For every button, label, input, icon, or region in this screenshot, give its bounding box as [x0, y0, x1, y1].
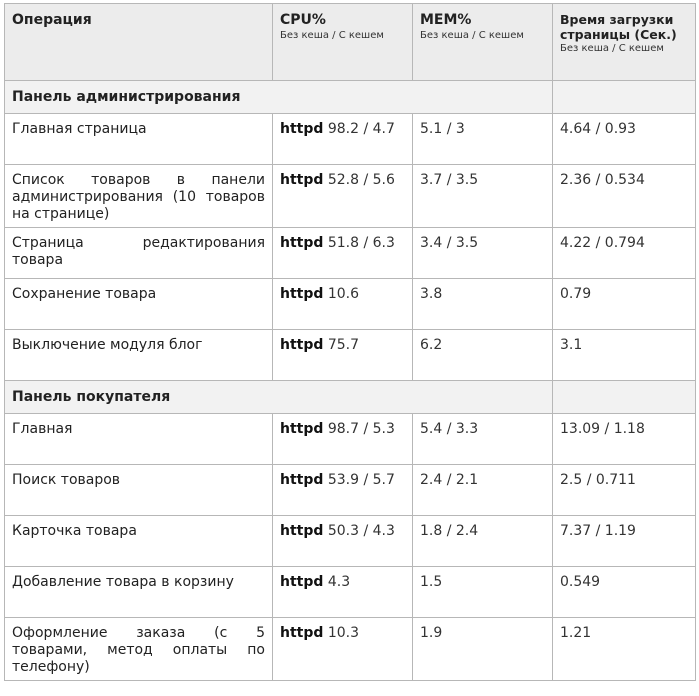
cpu-cell — [273, 114, 413, 165]
time-header-title: Время загрузки страницы (Сек.) — [560, 12, 677, 42]
cpu-value: 10.3 — [327, 625, 360, 641]
cpu-cell — [273, 567, 413, 618]
section-empty-cell — [553, 81, 696, 114]
cpu-cell — [273, 279, 413, 330]
section-row — [5, 381, 696, 414]
process-name: httpd — [280, 121, 324, 137]
time-cell: 13.09 / 1.18 — [553, 414, 696, 465]
cpu-header-title: CPU% — [280, 12, 326, 28]
operation-cell: Страница редактирования товара — [5, 228, 273, 279]
cpu-value: 4.3 — [327, 574, 351, 590]
mem-cell: 1.9 — [413, 618, 553, 681]
cpu-value: 51.8 / 6.3 — [327, 235, 395, 251]
process-name: httpd — [280, 421, 324, 437]
cpu-cell — [273, 465, 413, 516]
mem-header — [413, 4, 553, 81]
mem-cell: 2.4 / 2.1 — [413, 465, 553, 516]
time-header-sub: Без кеша / С кешем — [560, 43, 664, 54]
mem-header-title: MEM% — [420, 12, 472, 28]
mem-cell: 3.7 / 3.5 — [413, 165, 553, 228]
section-title: Панель администрирования — [5, 81, 553, 114]
table-row — [5, 228, 696, 279]
operation-cell: Главная страница — [5, 114, 273, 165]
time-cell: 3.1 — [553, 330, 696, 381]
section-row — [5, 81, 696, 114]
cpu-value: 75.7 — [327, 337, 360, 353]
section-title: Панель покупателя — [5, 381, 553, 414]
section-empty-cell — [553, 381, 696, 414]
time-cell: 2.5 / 0.711 — [553, 465, 696, 516]
table-row — [5, 567, 696, 618]
time-header — [553, 4, 696, 81]
time-cell: 4.22 / 0.794 — [553, 228, 696, 279]
table-row — [5, 618, 696, 681]
table-row — [5, 330, 696, 381]
table-row — [5, 414, 696, 465]
cpu-value: 10.6 — [327, 286, 360, 302]
table-row — [5, 465, 696, 516]
cpu-header-sub: Без кеша / С кешем — [280, 30, 384, 41]
operation-cell: Сохранение товара — [5, 279, 273, 330]
operation-cell: Карточка товара — [5, 516, 273, 567]
performance-table — [4, 3, 696, 681]
operation-header: Операция — [5, 4, 273, 81]
cpu-cell — [273, 330, 413, 381]
operation-cell: Оформление заказа (с 5 товарами, метод оплаты по телефону) — [5, 618, 273, 681]
operation-cell: Список товаров в панели администрирования (10 товаров на странице) — [5, 165, 273, 228]
process-name: httpd — [280, 286, 324, 302]
mem-cell: 6.2 — [413, 330, 553, 381]
process-name: httpd — [280, 235, 324, 251]
mem-cell: 1.5 — [413, 567, 553, 618]
cpu-value: 98.7 / 5.3 — [327, 421, 395, 437]
cpu-value: 53.9 / 5.7 — [327, 472, 395, 488]
mem-cell: 5.4 / 3.3 — [413, 414, 553, 465]
table-row — [5, 114, 696, 165]
cpu-cell — [273, 516, 413, 567]
cpu-value: 52.8 / 5.6 — [327, 172, 395, 188]
table-row — [5, 279, 696, 330]
table-row — [5, 516, 696, 567]
cpu-header — [273, 4, 413, 81]
mem-cell: 1.8 / 2.4 — [413, 516, 553, 567]
mem-header-sub: Без кеша / С кешем — [420, 30, 524, 41]
cpu-cell — [273, 228, 413, 279]
operation-cell: Добавление товара в корзину — [5, 567, 273, 618]
time-cell: 0.79 — [553, 279, 696, 330]
process-name: httpd — [280, 574, 324, 590]
cpu-value: 50.3 / 4.3 — [327, 523, 395, 539]
operation-cell: Поиск товаров — [5, 465, 273, 516]
cpu-cell — [273, 165, 413, 228]
time-cell: 2.36 / 0.534 — [553, 165, 696, 228]
time-cell: 1.21 — [553, 618, 696, 681]
cpu-cell — [273, 414, 413, 465]
table-body — [5, 81, 696, 681]
mem-cell: 3.8 — [413, 279, 553, 330]
operation-cell: Главная — [5, 414, 273, 465]
cpu-value: 98.2 / 4.7 — [327, 121, 395, 137]
time-cell: 4.64 / 0.93 — [553, 114, 696, 165]
table-row — [5, 165, 696, 228]
time-cell: 0.549 — [553, 567, 696, 618]
process-name: httpd — [280, 523, 324, 539]
time-cell: 7.37 / 1.19 — [553, 516, 696, 567]
process-name: httpd — [280, 172, 324, 188]
table-header-row — [5, 4, 696, 81]
process-name: httpd — [280, 625, 324, 641]
mem-cell: 5.1 / 3 — [413, 114, 553, 165]
mem-cell: 3.4 / 3.5 — [413, 228, 553, 279]
process-name: httpd — [280, 472, 324, 488]
cpu-cell — [273, 618, 413, 681]
operation-cell: Выключение модуля блог — [5, 330, 273, 381]
process-name: httpd — [280, 337, 324, 353]
